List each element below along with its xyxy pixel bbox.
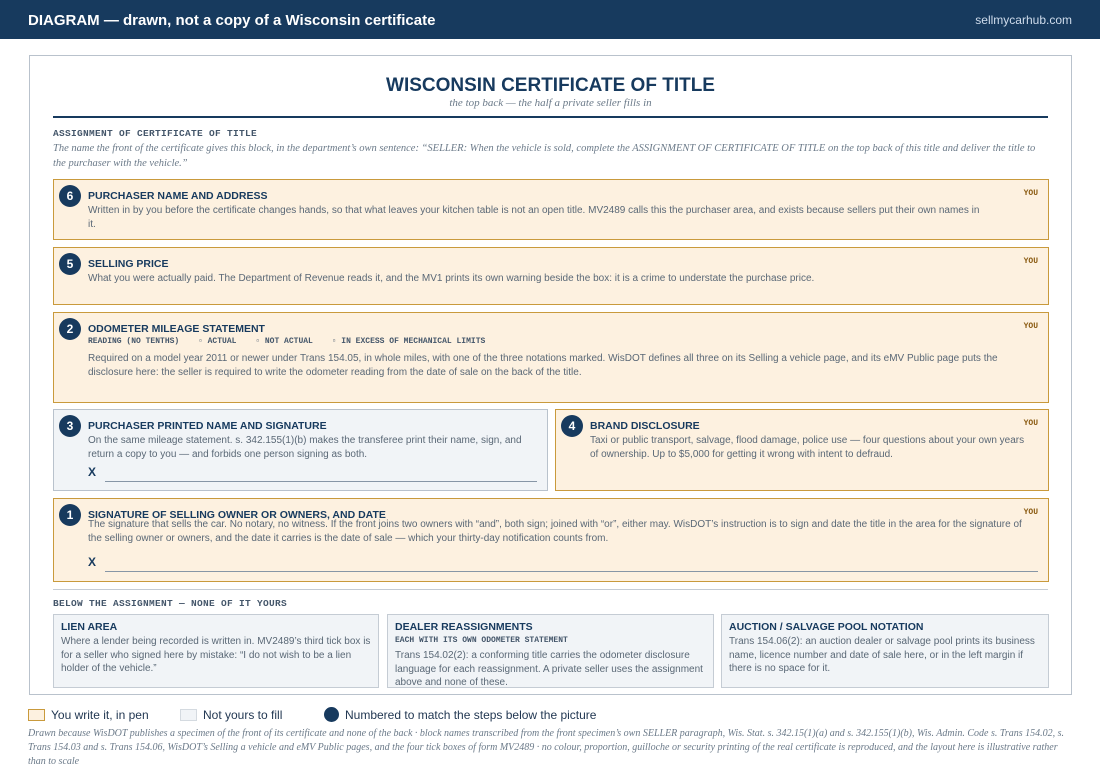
title-diagram-sheet — [29, 55, 1072, 695]
excess-limits-checkbox[interactable]: ▫ IN EXCESS OF MECHANICAL LIMITS — [331, 337, 486, 346]
actual-checkbox[interactable]: ▫ ACTUAL — [198, 337, 237, 346]
you-tag: YOU — [1023, 257, 1038, 266]
box-title: SIGNATURE OF SELLING OWNER OR OWNERS, AND DATE — [88, 509, 386, 521]
box-title: BRAND DISCLOSURE — [590, 420, 700, 432]
document-subtitle: the top back — the half a private seller fills in — [449, 97, 652, 109]
step-number-badge: 6 — [59, 185, 81, 207]
you-tag: YOU — [1023, 419, 1038, 428]
box-description: Required on a model year 2011 or newer under Trans 154.05, in whole miles, with one of the three notations marked. WisDOT defines all three on its Selling a vehicle page, and its eMV Public page puts the disclosure here: the seller is required to write the odometer reading from the date of sale on the back of the title. — [88, 353, 998, 378]
header-title: DIAGRAM — drawn, not a copy of a Wisconsin certificate — [28, 12, 436, 29]
assignment-intro: The name the front of the certificate gives this block, in the department’s own sentence: “SELLER: When the vehicle is sold, complete the ASSIGNMENT OF CERTIFICATE OF TITLE on the top back of this title and deliver the title to the purchaser with the vehicle.” — [53, 143, 1036, 169]
dealer-reassignments-box — [387, 614, 714, 688]
below-assignment-heading: BELOW THE ASSIGNMENT — NONE OF IT YOURS — [53, 598, 288, 609]
header-bar — [0, 0, 1100, 39]
numbered-dot-icon — [324, 707, 339, 722]
odometer-mileage-box — [53, 312, 1049, 403]
signature-x-mark: X — [88, 465, 97, 479]
box-description: Written in by you before the certificate changes hands, so that what leaves your kitchen table is not an open title. MV2489 calls this the purchaser area, and exists because sellers put their own names in it. — [88, 205, 980, 230]
box-description: On the same mileage statement. s. 342.155(1)(b) makes the transferee print their name, sign, and return a copy to you — and forbids one person signing as both. — [88, 435, 522, 460]
box-title: SELLING PRICE — [88, 258, 169, 270]
not-actual-checkbox[interactable]: ▫ NOT ACTUAL — [255, 337, 313, 346]
you-tag: YOU — [1023, 508, 1038, 517]
seller-signature-box — [53, 498, 1049, 582]
document-title: WISCONSIN CERTIFICATE OF TITLE — [386, 75, 715, 96]
lien-area-box — [53, 614, 379, 688]
signature-line — [105, 481, 537, 482]
assignment-heading: ASSIGNMENT OF CERTIFICATE OF TITLE — [53, 128, 258, 139]
source-footnote: Drawn because WisDOT publishes a specimen of the front of its certificate and none of the back · block names transcribed from the front specimen’s own SELLER paragraph, Wis. Stat. s. 342.15(1)(a) and s. 342.155(1)(b), Wis. Admin. Code s. Trans 154.02, s. Trans 154.03 and s. Trans 154.06, WisDOT’s Selling a vehicle and eMV Public pages, and the four tick boxes of form MV2489 · no colour, proportion, guilloche or security printing of the real certificate is reproduced, and the layout here is illustrative rather than to scale — [28, 728, 1065, 767]
dealer-reassignments-subtitle: EACH WITH ITS OWN ODOMETER STATEMENT — [395, 636, 568, 645]
legend-not-yours: Not yours to fill — [180, 708, 282, 722]
lien-area-title: LIEN AREA — [61, 621, 118, 633]
step-number-badge: 1 — [59, 504, 81, 526]
reading-label: READING (NO TENTHS) — [88, 337, 180, 346]
step-number-badge: 2 — [59, 318, 81, 340]
purchaser-signature-box — [53, 409, 548, 491]
site-link[interactable]: sellmycarhub.com — [975, 13, 1072, 27]
box-description: What you were actually paid. The Department of Revenue reads it, and the MV1 prints its own warning beside the box: it is a crime to understate the purchase price. — [88, 273, 815, 284]
step-number-badge: 4 — [561, 415, 583, 437]
you-swatch — [28, 709, 45, 721]
you-tag: YOU — [1023, 322, 1038, 331]
signature-x-mark: X — [88, 555, 97, 569]
box-description: Taxi or public transport, salvage, flood damage, police use — four questions about your own years of ownership. Up to $5,000 for getting it wrong with intent to defraud. — [590, 435, 1025, 460]
dealer-reassignments-text: Trans 154.02(2): a conforming title carries the odometer disclosure language for each reassignment. A private seller uses the assignment above and none of these. — [395, 650, 703, 688]
brand-disclosure-box — [555, 409, 1049, 491]
step-number-badge: 3 — [59, 415, 81, 437]
legend-numbered: Numbered to match the steps below the picture — [324, 708, 596, 722]
step-number-badge: 5 — [59, 253, 81, 275]
you-tag: YOU — [1023, 189, 1038, 198]
box-description: The signature that sells the car. No notary, no witness. If the front joins two owners with “and”, both sign; joined with “or”, either may. WisDOT’s instruction is to sign and date the title in the area for the signature of the selling owner or owners, and the date it carries is the date of sale — which your thirty-day notification counts from. — [88, 519, 1022, 544]
not-yours-swatch — [180, 709, 197, 721]
auction-salvage-text: Trans 154.06(2): an auction dealer or salvage pool prints its business name, licence number and date of sale here, or in the left margin if there is no space for it. — [729, 636, 1035, 674]
box-title: ODOMETER MILEAGE STATEMENT — [88, 323, 265, 335]
box-title: PURCHASER NAME AND ADDRESS — [88, 190, 268, 202]
dealer-reassignments-title: DEALER REASSIGNMENTS — [395, 621, 533, 633]
odometer-notations — [88, 337, 499, 346]
box-title: PURCHASER PRINTED NAME AND SIGNATURE — [88, 420, 327, 432]
legend-you-write: You write it, in pen — [28, 708, 149, 722]
purchaser-name-address-box — [53, 179, 1049, 240]
signature-line — [105, 571, 1038, 572]
selling-price-box — [53, 247, 1049, 305]
lien-area-text: Where a lender being recorded is written in. MV2489’s third tick box is for a seller who signed here by mistake: “I do not wish to be a lien holder of the vehicle.” — [61, 636, 371, 674]
title-rule — [53, 116, 1048, 118]
section-divider — [53, 589, 1048, 590]
auction-salvage-box — [721, 614, 1049, 688]
auction-salvage-title: AUCTION / SALVAGE POOL NOTATION — [729, 621, 924, 633]
